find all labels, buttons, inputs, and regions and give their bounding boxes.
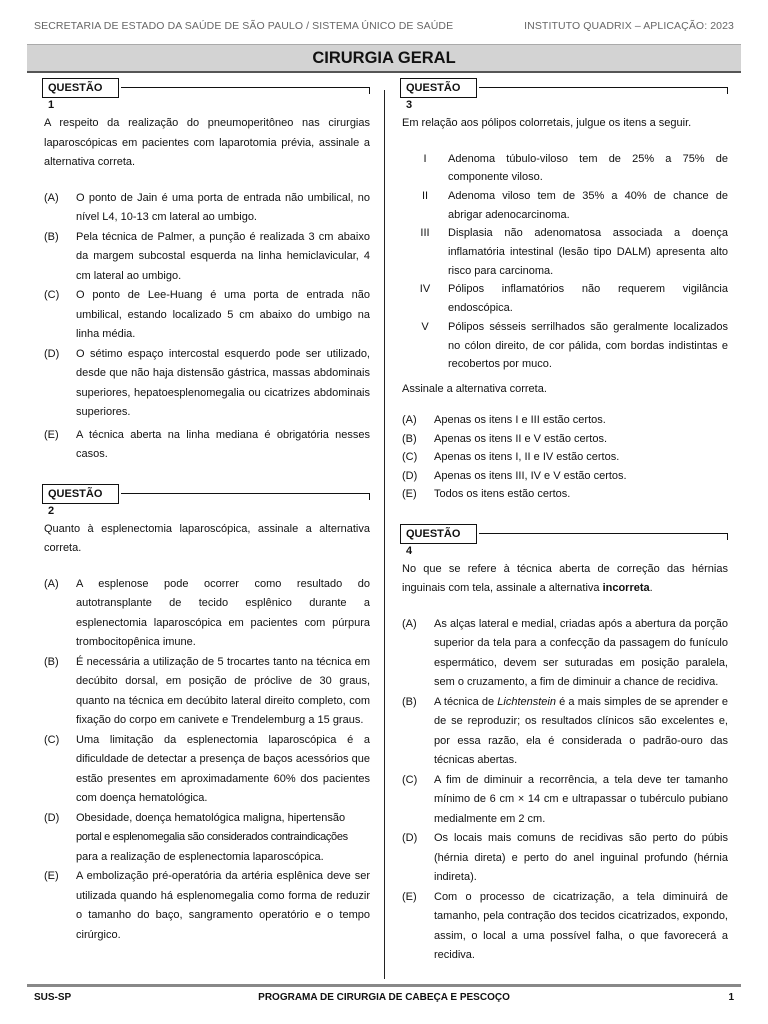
q3-option-a[interactable] bbox=[402, 411, 728, 430]
option-text: Com o processo de cicatrização, a tela diminuirá de tamanho, pela contração dos tecidos cicatrizados, expondo, assim, o local a uma possível falha, o que favorecerá a recidiva. bbox=[434, 890, 728, 962]
option-letter: (D) bbox=[402, 469, 418, 482]
q1-option-c[interactable] bbox=[44, 286, 370, 345]
q3-item-iii bbox=[402, 224, 728, 280]
question-2-header bbox=[44, 484, 370, 517]
question-rule-tick bbox=[727, 533, 728, 540]
question-3-label: QUESTÃO 3 bbox=[400, 78, 477, 98]
q2-option-c[interactable] bbox=[44, 731, 370, 809]
header-left: SECRETARIA DE ESTADO DA SAÚDE DE SÃO PAULO / SISTEMA ÚNICO DE SAÚDE bbox=[34, 20, 454, 32]
option-letter: (C) bbox=[44, 289, 60, 301]
footer-center: PROGRAMA DE CIRURGIA DE CABEÇA E PESCOÇO bbox=[258, 992, 510, 1003]
left-column bbox=[44, 78, 370, 945]
item-number: III bbox=[420, 227, 430, 240]
right-column bbox=[402, 78, 728, 966]
stem-end: . bbox=[649, 582, 653, 595]
column-divider bbox=[384, 90, 385, 979]
footer-rule bbox=[27, 984, 741, 987]
option-letter: (D) bbox=[44, 347, 60, 360]
question-rule bbox=[479, 533, 728, 534]
question-1-options bbox=[44, 189, 370, 465]
q3-option-b[interactable] bbox=[402, 430, 728, 449]
q1-option-a[interactable] bbox=[44, 189, 370, 228]
option-text-end: é a mais simples de se aprender e de se reproduzir; os resultados clínicos são excelentes e, por essa razão, ela é considerada o padrão-ouro das técnicas abertas. bbox=[434, 695, 728, 767]
option-letter: (A) bbox=[402, 414, 417, 427]
question-4-label: QUESTÃO 4 bbox=[400, 524, 477, 544]
q3-item-iv bbox=[402, 280, 728, 317]
option-text: É necessária a utilização de 5 trocartes tanto na técnica em decúbito dorsal, em posição de próclive de 30 graus, quanto na técnica em decúbito lateral direito completo, com fixação do corpo em canivete e Trendelemburg a 15 graus. bbox=[76, 655, 370, 726]
item-text: Adenoma viloso tem de 35% a 40% de chance de abrigar adenocarcinoma. bbox=[448, 189, 728, 221]
item-number: V bbox=[421, 320, 429, 333]
question-2-label: QUESTÃO 2 bbox=[42, 484, 119, 504]
option-text-line-1: Obesidade, doença hematológica maligna, hipertensão bbox=[76, 811, 346, 824]
q1-option-e[interactable] bbox=[44, 426, 370, 465]
option-text-italic: Lichtenstein bbox=[497, 695, 556, 708]
question-1-stem: A respeito da realização do pneumoperitôneo nas cirurgias laparoscópicas em pacientes com laparotomia prévia, assinale a alternativa correta. bbox=[44, 117, 370, 168]
question-2-stem: Quanto à esplenectomia laparoscópica, assinale a alternativa correta. bbox=[44, 522, 370, 554]
q3-option-d[interactable] bbox=[402, 467, 728, 486]
option-letter: (E) bbox=[402, 488, 417, 501]
question-rule-tick bbox=[727, 87, 728, 94]
q1-option-b[interactable] bbox=[44, 228, 370, 287]
option-text bbox=[76, 809, 370, 868]
item-number: II bbox=[421, 189, 429, 202]
question-4-stem bbox=[402, 560, 728, 599]
option-text: Apenas os itens III, IV e V estão certos. bbox=[434, 469, 627, 482]
question-3-instruction: Assinale a alternativa correta. bbox=[402, 382, 547, 395]
option-text: As alças lateral e medial, criadas após a abertura da porção superior da tela para a confecção da passagem do funículo espermático, devem ser suturadas em posição paralela, sem o cruzamento, a fim de diminuir a chance de recidiva. bbox=[434, 617, 728, 689]
q4-option-c[interactable] bbox=[402, 771, 728, 830]
option-text: Apenas os itens I, II e IV estão certos. bbox=[434, 451, 620, 464]
question-3-header bbox=[402, 78, 728, 111]
option-text: Apenas os itens I e III estão certos. bbox=[434, 414, 606, 427]
option-letter: (B) bbox=[44, 230, 59, 243]
question-1-label: QUESTÃO 1 bbox=[42, 78, 119, 98]
question-rule bbox=[121, 493, 370, 494]
question-1-header bbox=[44, 78, 370, 111]
header-right: INSTITUTO QUADRIX – APLICAÇÃO: 2023 bbox=[524, 20, 734, 32]
option-text bbox=[434, 693, 728, 771]
page-number: 1 bbox=[728, 992, 734, 1003]
option-text-start: A técnica de bbox=[434, 695, 498, 708]
option-text: Uma limitação da esplenectomia laparoscópica é a dificuldade de detectar a presença de baços acessórios que estão presentes em aproximadamente 60% dos pacientes com doença hematológica. bbox=[76, 733, 370, 804]
option-letter: (E) bbox=[44, 428, 59, 441]
option-letter: (D) bbox=[402, 832, 418, 845]
q3-item-i bbox=[402, 150, 728, 187]
question-rule bbox=[121, 87, 370, 88]
item-number: I bbox=[423, 152, 427, 165]
option-letter: (E) bbox=[402, 890, 417, 903]
option-text-line-2: portal e esplenomegalia são considerados contraindicações bbox=[76, 831, 348, 843]
option-text: Todos os itens estão certos. bbox=[434, 488, 571, 501]
q3-item-v bbox=[402, 318, 728, 374]
option-letter: (B) bbox=[44, 655, 59, 668]
footer-left: SUS-SP bbox=[34, 992, 72, 1003]
option-text: A esplenose pode ocorrer como resultado do autotransplante de tecido esplênico durante a esplenectomia laparoscópica em pacientes com púrpura trombocitopênica imune. bbox=[76, 577, 370, 648]
option-text: Os locais mais comuns de recidivas são perto do púbis (hérnia direta) e perto do anel inguinal profundo (hérnia indireta). bbox=[434, 832, 728, 884]
q1-option-d[interactable] bbox=[44, 345, 370, 423]
q2-option-b[interactable] bbox=[44, 653, 370, 731]
q4-option-b[interactable] bbox=[402, 693, 728, 771]
option-letter: (B) bbox=[402, 695, 417, 708]
option-text: O sétimo espaço intercostal esquerdo pode ser utilizado, desde que não haja distensão gástrica, massas abdominais superiores, hepatoesplenomegalia ou cicatrizes abdominais superiores. bbox=[76, 347, 370, 418]
option-letter: (D) bbox=[44, 811, 60, 824]
stem-emphasis: incorreta bbox=[602, 582, 650, 595]
option-letter: (E) bbox=[44, 870, 59, 882]
question-4-options bbox=[402, 615, 728, 966]
q4-option-e[interactable] bbox=[402, 888, 728, 966]
option-letter: (A) bbox=[44, 577, 59, 590]
option-letter: (A) bbox=[402, 617, 417, 630]
section-title: CIRURGIA GERAL bbox=[27, 44, 741, 73]
option-text: O ponto de Jain é uma porta de entrada não umbilical, no nível L4, 10-13 cm lateral ao umbigo. bbox=[76, 191, 370, 223]
item-text: Pólipos inflamatórios não requerem vigilância endoscópica. bbox=[448, 283, 728, 315]
question-rule bbox=[479, 87, 728, 88]
q3-item-ii bbox=[402, 187, 728, 224]
q4-option-a[interactable] bbox=[402, 615, 728, 693]
option-text-line-3: para a realização de esplenectomia laparoscópica. bbox=[76, 850, 324, 863]
option-letter: (C) bbox=[44, 733, 60, 746]
question-rule-tick bbox=[369, 493, 370, 500]
question-3-stem: Em relação aos pólipos colorretais, julgue os itens a seguir. bbox=[402, 117, 692, 129]
q2-option-e[interactable] bbox=[44, 867, 370, 945]
option-letter: (B) bbox=[402, 432, 417, 445]
stem-text: No que se refere à técnica aberta de correção das hérnias inguinais com tela, assinale a alternativa bbox=[402, 562, 728, 595]
option-text: Apenas os itens II e V estão certos. bbox=[434, 432, 608, 445]
q2-option-d[interactable] bbox=[44, 809, 370, 868]
item-text: Displasia não adenomatosa associada a doença inflamatória intestinal (lesão tipo DALM) apresenta alto risco para carcinoma. bbox=[448, 227, 728, 277]
option-letter: (C) bbox=[402, 773, 418, 786]
question-3-items bbox=[402, 150, 728, 374]
option-text: A fim de diminuir a recorrência, a tela deve ter tamanho mínimo de 6 cm × 14 cm e ultrapassar o tubérculo pubiano medialmente em 2 cm. bbox=[434, 773, 728, 825]
question-3-options bbox=[402, 411, 728, 504]
q4-option-d[interactable] bbox=[402, 829, 728, 888]
question-rule-tick bbox=[369, 87, 370, 94]
option-text: A embolização pré-operatória da artéria esplênica deve ser utilizada quando há esplenomegalia como forma de reduzir o tamanho do baço, sangramento operatório e o tempo cirúrgico. bbox=[76, 870, 370, 941]
q2-option-a[interactable] bbox=[44, 575, 370, 653]
q3-option-c[interactable] bbox=[402, 448, 728, 467]
option-text: Pela técnica de Palmer, a punção é realizada 3 cm abaixo da margem subcostal esquerda na linha hemiclavicular, 4 cm lateral ao umbigo. bbox=[76, 230, 370, 282]
item-text: Adenoma túbulo-viloso tem de 25% a 75% de componente viloso. bbox=[448, 152, 728, 184]
q3-option-e[interactable] bbox=[402, 485, 728, 504]
option-text: O ponto de Lee-Huang é uma porta de entrada não umbilical, estando localizado 5 cm abaixo do umbigo na linha média. bbox=[76, 289, 370, 340]
option-letter: (A) bbox=[44, 191, 59, 204]
question-2-options bbox=[44, 575, 370, 946]
option-letter: (C) bbox=[402, 451, 418, 464]
option-text: A técnica aberta na linha mediana é obrigatória nesses casos. bbox=[76, 428, 370, 460]
item-number: IV bbox=[419, 283, 431, 296]
item-text: Pólipos sésseis serrilhados são geralmente localizados no cólon direito, de cor pálida, com bordas indistintas e recobertos por muco. bbox=[448, 320, 728, 371]
question-4-header bbox=[402, 524, 728, 557]
